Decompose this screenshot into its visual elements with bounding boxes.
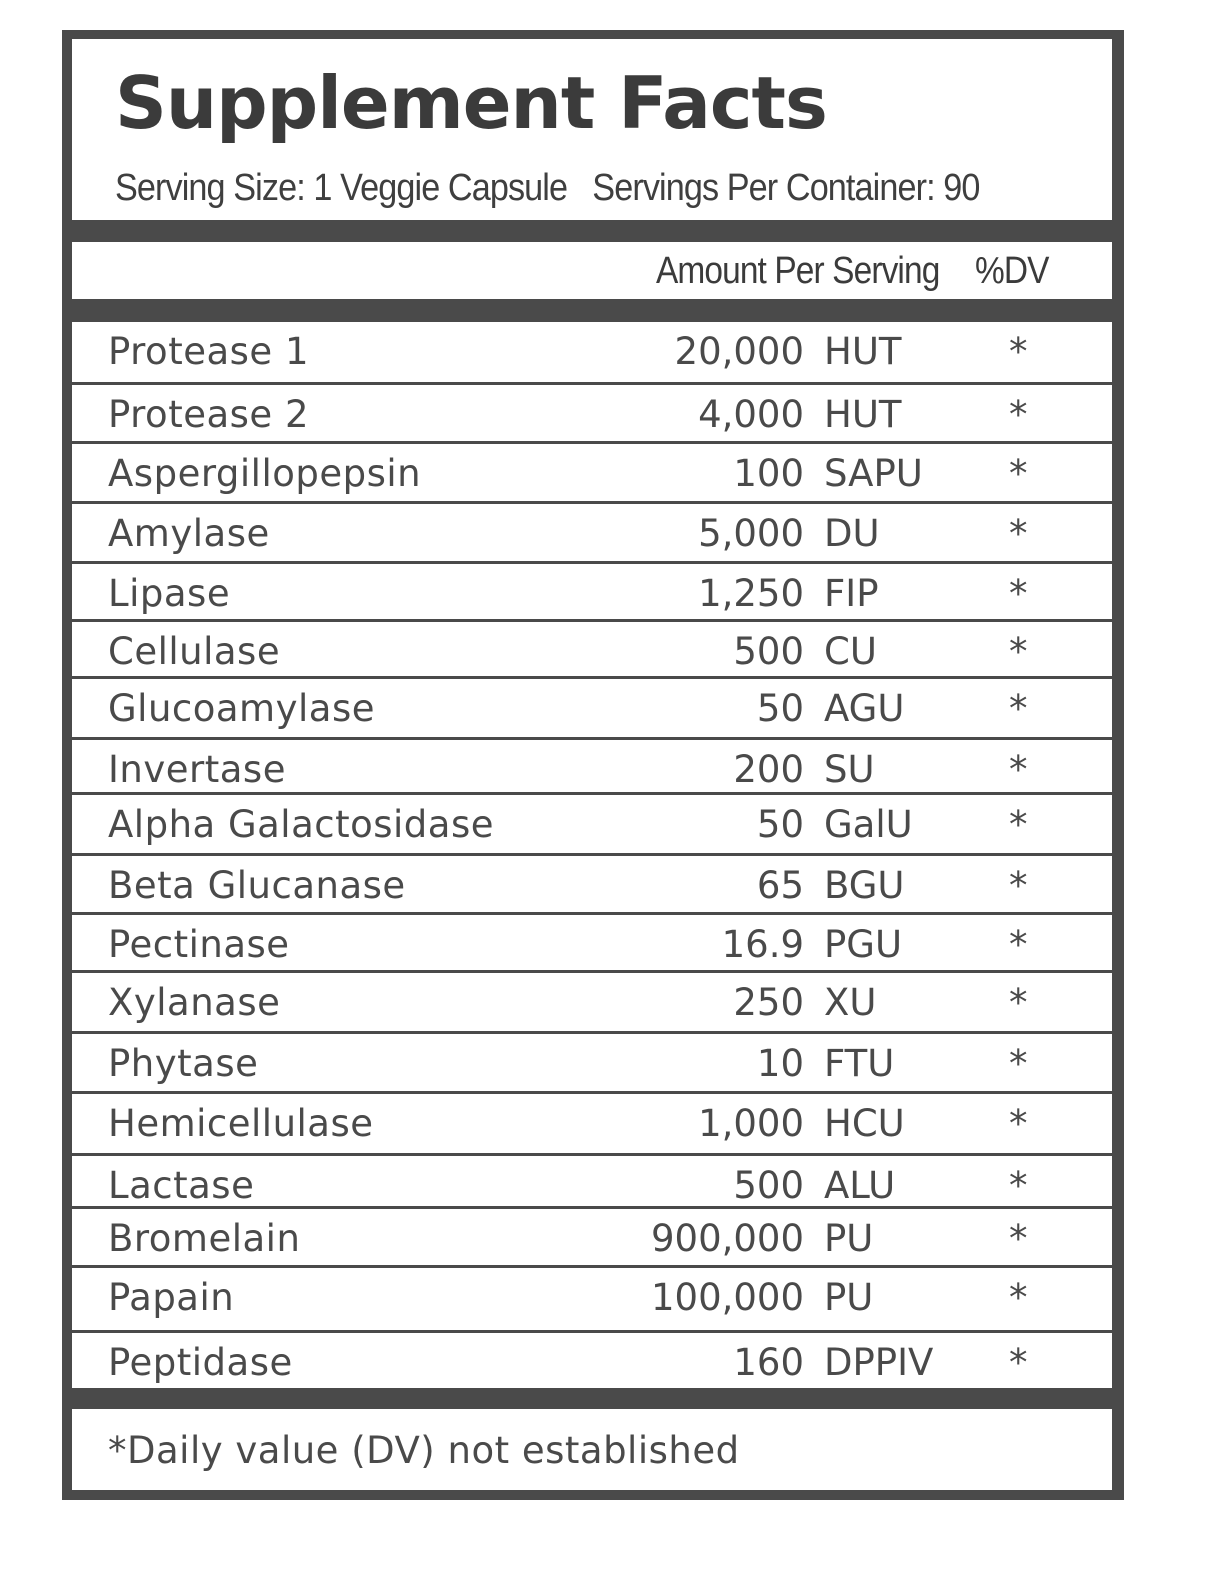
ingredient-row (72, 1268, 1112, 1330)
ingredient-name: Beta Glucanase (108, 864, 406, 907)
ingredient-amount: 100,000 (650, 1276, 804, 1319)
ingredient-row (72, 679, 1112, 737)
ingredient-amount: 16.9 (721, 923, 804, 966)
ingredient-row (72, 973, 1112, 1031)
ingredient-unit: PU (824, 1217, 874, 1260)
ingredient-unit: HUT (824, 393, 902, 436)
ingredient-name: Protease 1 (108, 330, 309, 373)
ingredient-dv: * (1009, 572, 1028, 615)
ingredient-amount: 500 (733, 1164, 804, 1207)
ingredient-unit: PU (824, 1276, 874, 1319)
ingredient-amount: 1,250 (698, 572, 804, 615)
ingredient-unit: BGU (824, 864, 905, 907)
ingredient-dv: * (1009, 803, 1028, 846)
ingredient-dv: * (1009, 512, 1028, 555)
ingredient-unit: HUT (824, 330, 902, 373)
ingredient-row (72, 740, 1112, 792)
ingredient-dv: * (1009, 452, 1028, 495)
ingredient-dv: * (1009, 1276, 1028, 1319)
ingredient-row (72, 322, 1112, 382)
label-title: Supplement Facts (115, 61, 827, 145)
ingredient-amount: 4,000 (698, 393, 804, 436)
ingredient-unit: CU (824, 630, 877, 673)
ingredient-name: Aspergillopepsin (108, 452, 422, 495)
ingredient-unit: SU (824, 748, 875, 791)
ingredient-name: Glucoamylase (108, 687, 375, 730)
ingredient-dv: * (1009, 1217, 1028, 1260)
title-section (72, 39, 1112, 220)
ingredient-amount: 1,000 (698, 1102, 804, 1145)
ingredient-dv: * (1009, 1102, 1028, 1145)
ingredient-amount: 500 (733, 630, 804, 673)
ingredient-row (72, 1333, 1112, 1388)
ingredient-amount: 250 (733, 981, 804, 1024)
amount-per-serving-header: Amount Per Serving (656, 250, 940, 292)
ingredient-name: Lactase (108, 1164, 255, 1207)
ingredient-row (72, 444, 1112, 501)
serving-size: Serving Size: 1 Veggie Capsule (115, 167, 568, 209)
ingredient-unit: HCU (824, 1102, 905, 1145)
ingredient-dv: * (1009, 330, 1028, 373)
ingredient-name: Lipase (108, 572, 231, 615)
ingredient-amount: 10 (756, 1042, 804, 1085)
ingredient-dv: * (1009, 864, 1028, 907)
ingredient-unit: AGU (824, 687, 905, 730)
ingredient-amount: 20,000 (674, 330, 804, 373)
footnote-section (72, 1409, 1112, 1490)
ingredient-row (72, 622, 1112, 676)
ingredient-unit: ALU (824, 1164, 896, 1207)
ingredient-dv: * (1009, 981, 1028, 1024)
ingredient-amount: 100 (733, 452, 804, 495)
ingredient-row (72, 915, 1112, 970)
supplement-facts-label (62, 30, 1124, 1500)
ingredient-row (72, 856, 1112, 912)
ingredient-name: Bromelain (108, 1217, 301, 1260)
ingredient-amount: 900,000 (650, 1217, 804, 1260)
ingredient-row (72, 795, 1112, 853)
dv-header: %DV (975, 250, 1049, 292)
ingredient-unit: PGU (824, 923, 903, 966)
ingredient-dv: * (1009, 1341, 1028, 1384)
ingredient-row (72, 1094, 1112, 1153)
ingredient-name: Pectinase (108, 923, 290, 966)
ingredient-name: Xylanase (108, 981, 281, 1024)
ingredient-dv: * (1009, 1164, 1028, 1207)
ingredient-amount: 5,000 (698, 512, 804, 555)
ingredient-unit: SAPU (824, 452, 923, 495)
ingredient-amount: 50 (756, 803, 804, 846)
ingredient-unit: DPPIV (824, 1341, 934, 1384)
ingredient-row (72, 1209, 1112, 1265)
ingredient-unit: FIP (824, 572, 879, 615)
ingredient-name: Protease 2 (108, 393, 309, 436)
ingredient-amount: 200 (733, 748, 804, 791)
ingredient-row (72, 385, 1112, 441)
ingredient-row (72, 564, 1112, 619)
ingredient-name: Invertase (108, 748, 286, 791)
ingredient-name: Amylase (108, 512, 270, 555)
ingredient-name: Peptidase (108, 1341, 293, 1384)
ingredient-unit: DU (824, 512, 880, 555)
ingredient-unit: FTU (824, 1042, 895, 1085)
ingredient-name: Phytase (108, 1042, 259, 1085)
ingredient-dv: * (1009, 923, 1028, 966)
ingredient-dv: * (1009, 630, 1028, 673)
ingredient-table (72, 322, 1112, 1388)
ingredient-amount: 160 (733, 1341, 804, 1384)
footnote: *Daily value (DV) not established (108, 1429, 740, 1472)
ingredient-dv: * (1009, 687, 1028, 730)
ingredient-unit: GalU (824, 803, 913, 846)
ingredient-name: Papain (108, 1276, 235, 1319)
servings-per-container: Servings Per Container: 90 (592, 167, 980, 209)
ingredient-name: Hemicellulase (108, 1102, 374, 1145)
column-header (72, 242, 1112, 299)
ingredient-dv: * (1009, 748, 1028, 791)
ingredient-dv: * (1009, 393, 1028, 436)
ingredient-amount: 65 (756, 864, 804, 907)
serving-info (115, 167, 980, 210)
ingredient-row (72, 1156, 1112, 1206)
ingredient-unit: XU (824, 981, 877, 1024)
ingredient-name: Alpha Galactosidase (108, 803, 495, 846)
ingredient-row (72, 504, 1112, 561)
ingredient-dv: * (1009, 1042, 1028, 1085)
ingredient-name: Cellulase (108, 630, 281, 673)
ingredient-amount: 50 (756, 687, 804, 730)
ingredient-row (72, 1034, 1112, 1091)
